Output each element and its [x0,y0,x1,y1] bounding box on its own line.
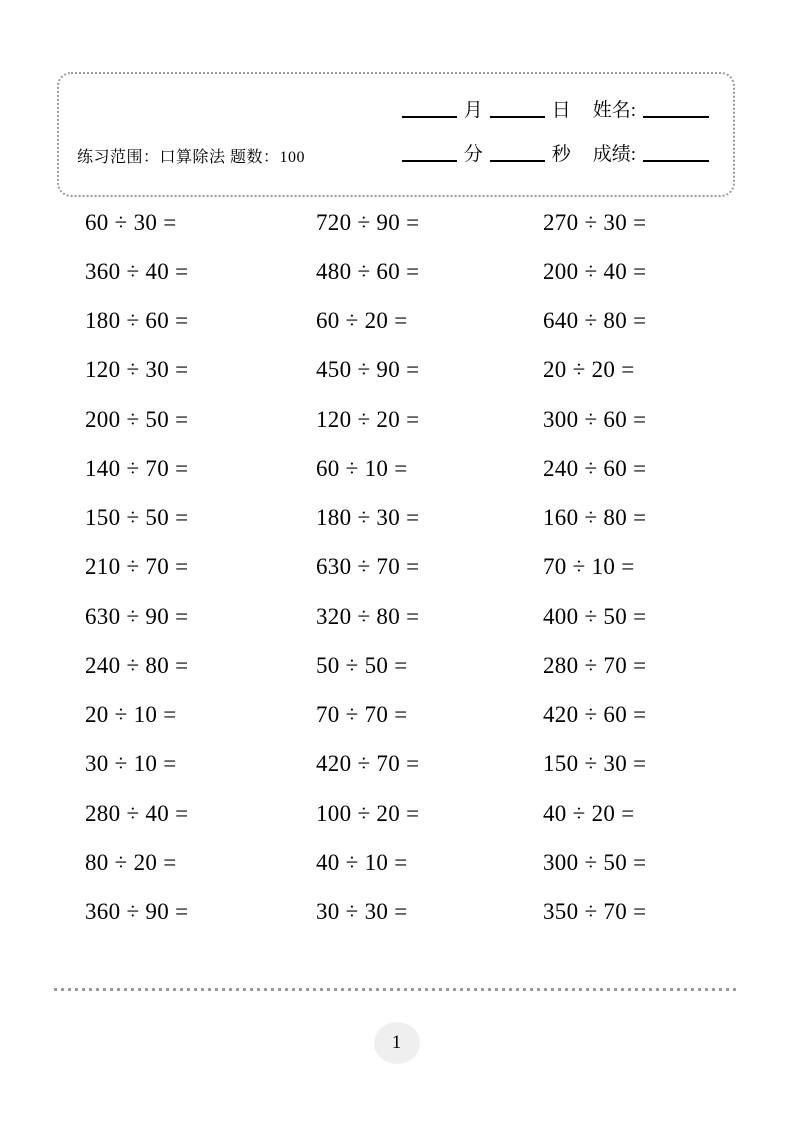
minute-label: 分 [463,143,483,165]
problem: 630 ÷ 70 = [316,554,420,580]
problem: 70 ÷ 70 = [316,702,408,728]
problem: 320 ÷ 80 = [316,603,420,629]
problem: 140 ÷ 70 = [85,455,189,481]
name-blank [643,116,709,118]
problem: 480 ÷ 60 = [316,258,420,284]
problem: 20 ÷ 20 = [543,357,635,383]
page-number-badge: 1 [374,1022,420,1064]
practice-scope-label: 练习范围：口算除法 题数：100 [77,149,306,166]
problem: 630 ÷ 90 = [85,603,189,629]
month-blank [402,116,457,118]
problem: 180 ÷ 30 = [316,505,420,531]
dotted-separator [54,988,740,991]
problem: 420 ÷ 60 = [543,702,647,728]
second-blank [490,160,545,162]
problem: 270 ÷ 30 = [543,209,647,235]
problem: 120 ÷ 30 = [85,357,189,383]
problem: 40 ÷ 20 = [543,800,635,826]
problem: 300 ÷ 50 = [543,849,647,875]
problem: 100 ÷ 20 = [316,800,420,826]
problem: 210 ÷ 70 = [85,554,189,580]
problem: 200 ÷ 50 = [85,406,189,432]
problem: 720 ÷ 90 = [316,209,420,235]
problem: 120 ÷ 20 = [316,406,420,432]
problem: 200 ÷ 40 = [543,258,647,284]
problem: 360 ÷ 40 = [85,258,189,284]
problem: 640 ÷ 80 = [543,308,647,334]
problem: 50 ÷ 50 = [316,652,408,678]
header-fields [402,101,709,165]
problem: 300 ÷ 60 = [543,406,647,432]
problem: 70 ÷ 10 = [543,554,635,580]
problem: 150 ÷ 50 = [85,505,189,531]
problem: 30 ÷ 30 = [316,899,408,925]
problem-grid [85,198,745,937]
problem: 360 ÷ 90 = [85,899,189,925]
problem: 30 ÷ 10 = [85,751,177,777]
problem: 350 ÷ 70 = [543,899,647,925]
problem: 180 ÷ 60 = [85,308,189,334]
month-label: 月 [463,100,483,121]
problem: 20 ÷ 10 = [85,702,177,728]
problem: 420 ÷ 70 = [316,751,420,777]
problem: 280 ÷ 70 = [543,652,647,678]
problem: 40 ÷ 10 = [316,849,408,875]
name-label: 姓名: [592,100,636,121]
problem: 60 ÷ 20 = [316,308,408,334]
problem: 80 ÷ 20 = [85,849,177,875]
score-label: 成绩: [592,143,636,165]
problem: 240 ÷ 60 = [543,455,647,481]
problem: 150 ÷ 30 = [543,751,647,777]
problem: 450 ÷ 90 = [316,357,420,383]
score-blank [643,160,709,162]
second-label: 秒 [551,143,571,165]
date-name-row [402,101,709,121]
day-label: 日 [551,100,571,121]
problem: 160 ÷ 80 = [543,505,647,531]
problem: 400 ÷ 50 = [543,603,647,629]
problem: 280 ÷ 40 = [85,800,189,826]
day-blank [490,116,545,118]
minute-blank [402,160,457,162]
time-score-row [402,145,709,165]
problem: 240 ÷ 80 = [85,652,189,678]
header-box [57,72,735,197]
problem: 60 ÷ 10 = [316,455,408,481]
problem: 60 ÷ 30 = [85,209,177,235]
